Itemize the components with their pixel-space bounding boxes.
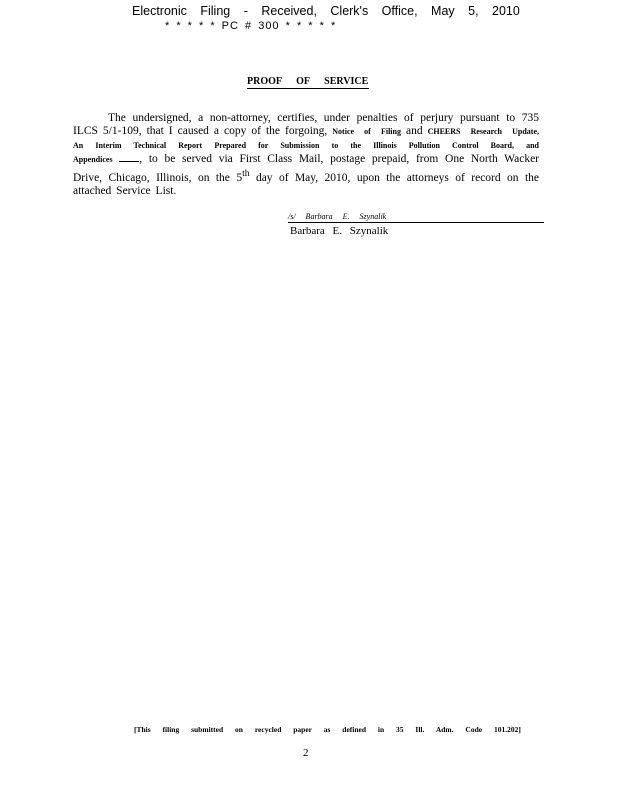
- signer-name: Barbara E. Szynalik: [290, 225, 389, 237]
- certification-paragraph: [73, 112, 539, 200]
- blank-underline: [119, 153, 139, 162]
- intro-text: The undersigned, a non-attorney, certifies, under penalties of perjury pursuant to 735 ILCS 5/1-109, that I caused a copy of the forgoing,: [73, 111, 539, 138]
- electronic-signature: /s/ Barbara E. Szynalik: [288, 212, 544, 223]
- document-title: PROOF OF SERVICE: [247, 76, 369, 87]
- filing-stamp: Electronic Filing - Received, Clerk's Office, May 5, 2010: [132, 4, 520, 18]
- recycled-paper-note: [This filing submitted on recycled paper as defined in 35 Ill. Adm. Code 101.202]: [134, 725, 521, 734]
- service-end-text: day of May, 2010, upon the attorneys of record on the attached Service List.: [73, 171, 539, 198]
- pc-number: * * * * * PC # 300 * * * * *: [165, 20, 337, 32]
- service-details-text: , to be served via First Class Mail, postage prepaid, from One North Wacker Drive, Chicago, Illinois, on the 5: [73, 152, 540, 184]
- page-number: 2: [303, 747, 309, 759]
- and-text: and: [405, 125, 423, 138]
- report-title-text: CHEERS Research Update, An Interim Technical Report Prepared for Submission to the Illinois Pollution Control Board, and Appendices: [73, 127, 540, 164]
- ordinal-suffix: th: [242, 167, 250, 179]
- notice-of-filing-text: Notice of Filing: [332, 127, 401, 137]
